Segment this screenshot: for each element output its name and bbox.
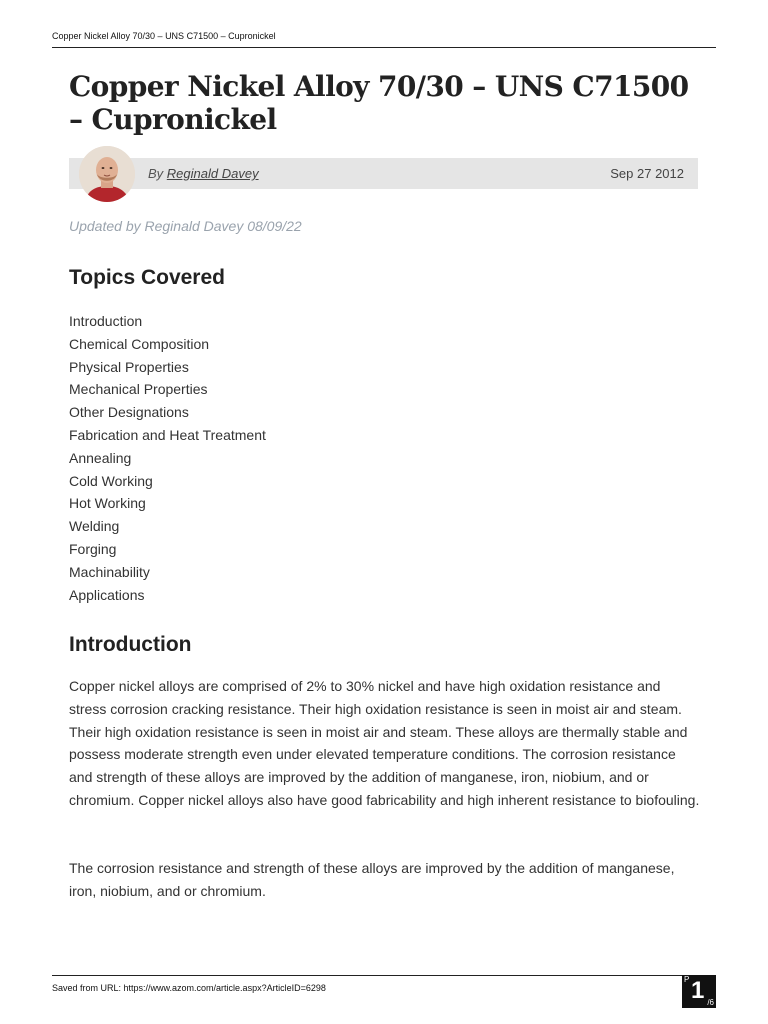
byline-prefix: By	[148, 166, 164, 181]
updated-note: Updated by Reginald Davey 08/09/22	[69, 218, 302, 234]
topic-item-chemical-composition[interactable]: Chemical Composition	[69, 335, 210, 352]
page-total: /6	[707, 998, 714, 1007]
footer-divider	[52, 975, 682, 976]
header-divider	[52, 47, 716, 48]
topic-item-welding[interactable]: Welding	[69, 518, 120, 535]
saved-from-url: Saved from URL: https://www.azom.com/article.aspx?ArticleID=6298	[52, 983, 326, 993]
article-title: Copper Nickel Alloy 70/30 – UNS C71500 – Cupronickel	[69, 70, 689, 136]
topic-item-other-designations[interactable]: Other Designations	[69, 404, 189, 421]
author-link[interactable]: Reginald Davey	[166, 166, 259, 181]
topic-item-introduction[interactable]: Introduction	[69, 313, 143, 329]
avatar-portrait-icon	[79, 146, 135, 202]
page-indicator	[682, 975, 716, 1008]
page-number: 1	[691, 977, 705, 1004]
topic-item-applications[interactable]: Applications	[69, 586, 145, 603]
topic-item-forging[interactable]: Forging	[69, 540, 117, 557]
topics-list	[69, 310, 266, 606]
topic-item-mechanical-properties[interactable]: Mechanical Properties	[69, 381, 208, 398]
topic-item-hot-working[interactable]: Hot Working	[69, 495, 146, 512]
publish-date: Sep 27 2012	[610, 166, 684, 181]
author-avatar	[79, 146, 135, 202]
introduction-paragraph-2: The corrosion resistance and strength of these alloys are improved by the addition of manganese, iron, niobium, and or chromium.	[69, 860, 675, 899]
topic-item-cold-working[interactable]: Cold Working	[69, 472, 153, 489]
introduction-paragraph-1: Copper nickel alloys are comprised of 2% to 30% nickel and have high oxidation resistance and stress corrosion cracking resistance. Their high oxidation resistance is seen in moist air and steam. Their high oxidation resistance is seen in moist air and steam. These alloys are thermally stable and possess moderate strength even under elevated temperature conditions. The corrosion resistance and strength of these alloys are improved by the addition of manganese, iron, niobium, and or chromium. Copper nickel alloys also have good fabricability and high inherent resistance to biofouling.	[69, 678, 700, 808]
topic-item-physical-properties[interactable]: Physical Properties	[69, 358, 189, 375]
topic-item-machinability[interactable]: Machinability	[69, 563, 150, 580]
running-header: Copper Nickel Alloy 70/30 – UNS C71500 – Cupronickel	[52, 31, 276, 41]
introduction-heading: Introduction	[69, 633, 192, 656]
topic-item-fabrication-heat-treatment[interactable]: Fabrication and Heat Treatment	[69, 426, 266, 443]
byline	[148, 166, 259, 181]
topics-heading: Topics Covered	[69, 266, 225, 289]
page-label: P	[684, 975, 690, 984]
topic-item-annealing[interactable]: Annealing	[69, 449, 132, 466]
